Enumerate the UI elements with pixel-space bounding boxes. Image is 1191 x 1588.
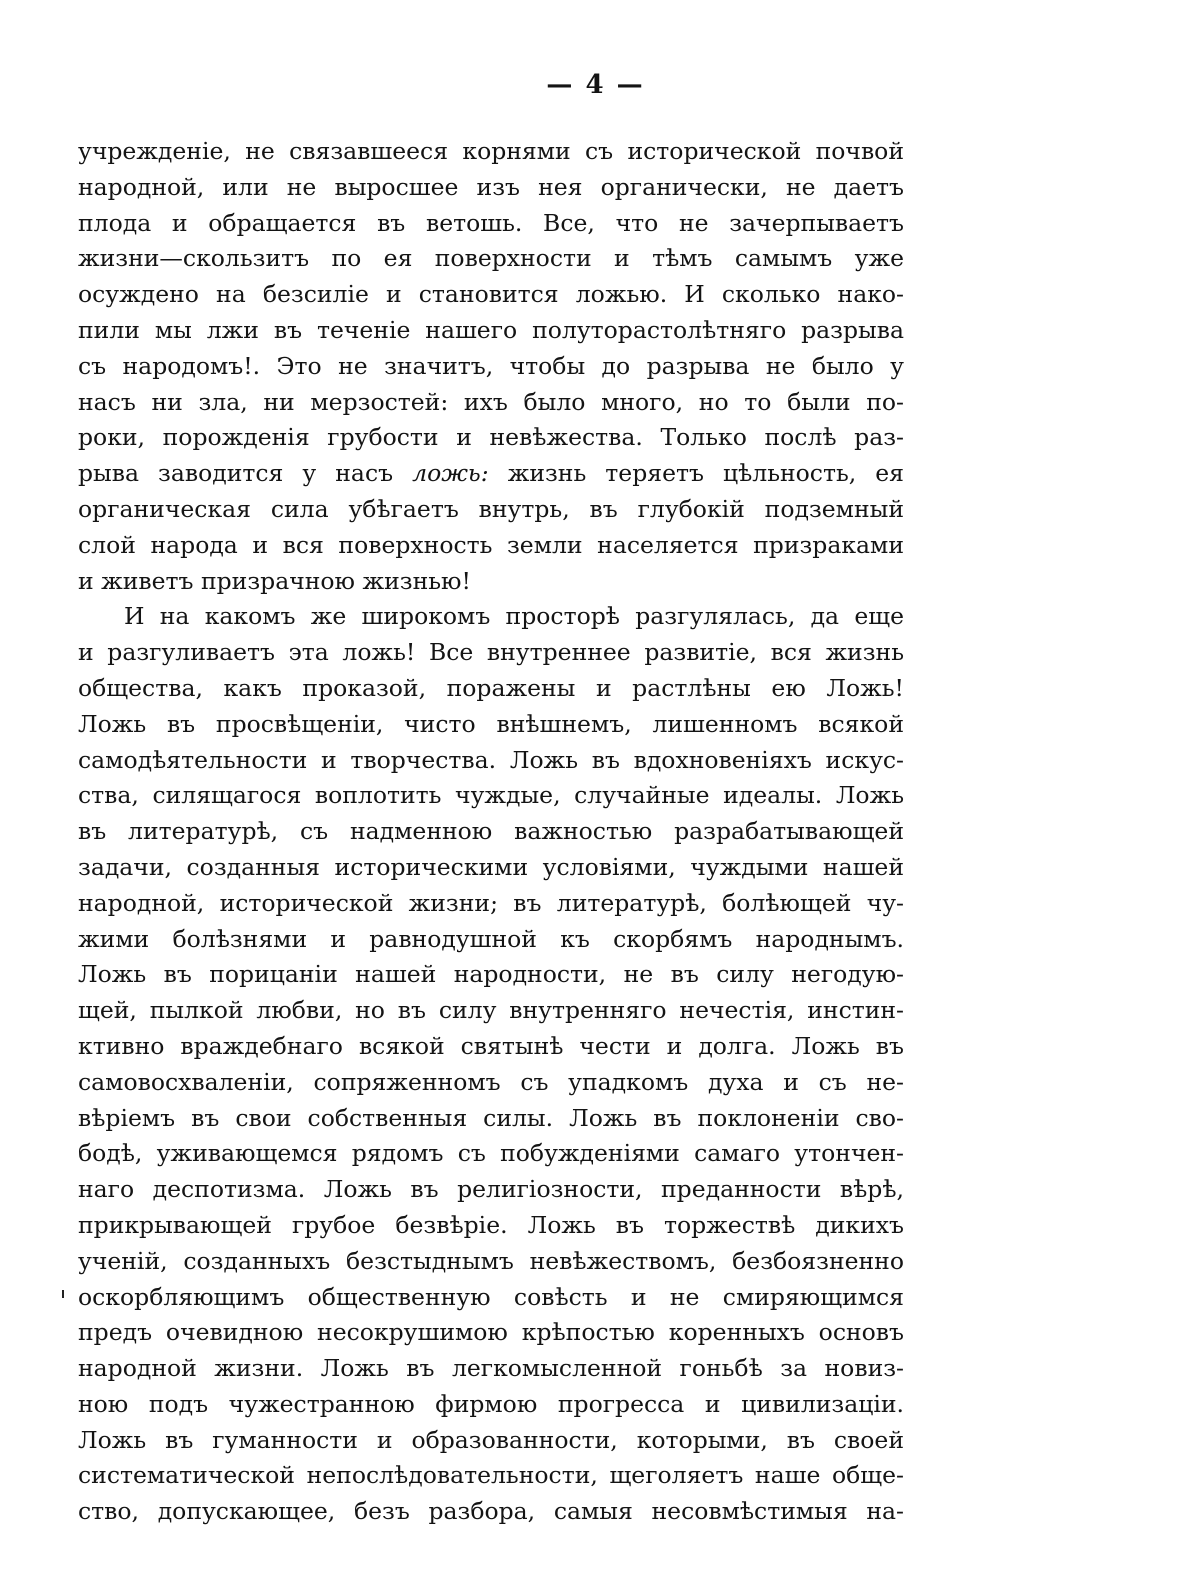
text-line: съ народомъ!. Это не значитъ, чтобы до разрыва не было у — [78, 351, 904, 380]
text-line: насъ ни зла, ни мерзостей: ихъ было много, но то были по- — [78, 387, 904, 416]
text-line: ства, силящагося воплотить чуждые, случайные идеалы. Ложь — [78, 781, 904, 810]
text-line: предъ очевидною несокрушимою крѣпостью коренныхъ основъ — [78, 1318, 904, 1347]
text-segment: рыва заводится у насъ — [78, 459, 413, 488]
text-line: оскорбляющимъ общественную совѣсть и не смиряющимся — [78, 1282, 904, 1311]
text-line: учрежденіе, не связавшееся корнями съ исторической почвой — [78, 137, 904, 165]
text-line: органическая сила убѣгаетъ внутрь, въ глубокій подземный — [78, 494, 904, 523]
text-line: и разгуливаетъ эта ложь! Все внутреннее развитіе, вся жизнь — [78, 638, 904, 667]
text-line: самовосхваленіи, сопряженномъ съ упадкомъ духа и съ не- — [78, 1067, 904, 1096]
text-line: ктивно враждебнаго всякой святынѣ чести и долга. Ложь въ — [78, 1031, 904, 1060]
text-line: плода и обращается въ ветошь. Все, что не зачерпываетъ — [78, 208, 904, 237]
text-segment: жизнь теряетъ цѣльность, ея — [488, 459, 904, 488]
text-line — [78, 456, 904, 492]
margin-mark — [62, 1290, 64, 1298]
text-line: народной, исторической жизни; въ литературѣ, болѣющей чу- — [78, 888, 904, 917]
text-line: въ литературѣ, съ надменною важностью разрабатывающей — [78, 817, 904, 846]
text-line: осуждено на безсиліе и становится ложью. И сколько нако- — [78, 280, 904, 309]
text-line: Ложь въ порицаніи нашей народности, не въ силу негодую- — [78, 960, 904, 989]
text-line: слой народа и вся поверхность земли населяется призраками — [78, 530, 904, 559]
text-line: жими болѣзнями и равнодушной къ скорбямъ народнымъ. — [78, 924, 904, 953]
text-line: систематической непослѣдовательности, щеголяетъ наше обще- — [78, 1461, 904, 1490]
text-line: жизни—скользитъ по ея поверхности и тѣмъ самымъ уже — [78, 244, 904, 273]
text-line: наго деспотизма. Ложь въ религіозности, преданности вѣрѣ, — [78, 1175, 904, 1204]
text-line: общества, какъ проказой, поражены и растлѣны ею Ложь! — [78, 673, 904, 702]
text-line: и живетъ призрачною жизнью! — [78, 566, 471, 595]
page-number: — 4 — — [546, 70, 645, 100]
text-line: роки, порожденія грубости и невѣжества. Только послѣ раз- — [78, 423, 904, 452]
text-line: щей, пылкой любви, но въ силу внутренняго нечестія, инстин- — [78, 996, 904, 1025]
text-line: народной жизни. Ложь въ легкомысленной гоньбѣ за новиз- — [78, 1354, 904, 1383]
body-text — [78, 134, 904, 1530]
text-line: прикрывающей грубое безвѣріе. Ложь въ торжествѣ дикихъ — [78, 1210, 904, 1239]
text-line: ною подъ чужестранною фирмою прогресса и цивилизаціи. — [78, 1389, 904, 1418]
text-line: Ложь въ просвѣщеніи, чисто внѣшнемъ, лишенномъ всякой — [78, 709, 904, 738]
text-line: Ложь въ гуманности и образованности, которыми, въ своей — [78, 1425, 904, 1454]
text-line: бодѣ, уживающемся рядомъ съ побужденіями самаго утончен- — [78, 1139, 904, 1168]
text-line: самодѣятельности и творчества. Ложь въ вдохновеніяхъ искус- — [78, 745, 904, 774]
text-line: вѣріемъ въ свои собственныя силы. Ложь въ поклоненіи сво- — [78, 1103, 904, 1132]
text-line: ство, допускающее, безъ разбора, самыя несовмѣстимыя на- — [78, 1497, 904, 1526]
paragraph-first-line: И на какомъ же широкомъ просторѣ разгулялась, да еще — [124, 602, 904, 631]
text-line: ученій, созданныхъ безстыднымъ невѣжествомъ, безбоязненно — [78, 1246, 904, 1275]
text-line: пили мы лжи въ теченіе нашего полуторастолѣтняго разрыва — [78, 315, 904, 344]
text-line: народной, или не выросшее изъ нея органически, не даетъ — [78, 172, 904, 201]
text-line: задачи, созданныя историческими условіями, чуждыми нашей — [78, 852, 904, 881]
italic-word: ложь: — [412, 459, 489, 488]
